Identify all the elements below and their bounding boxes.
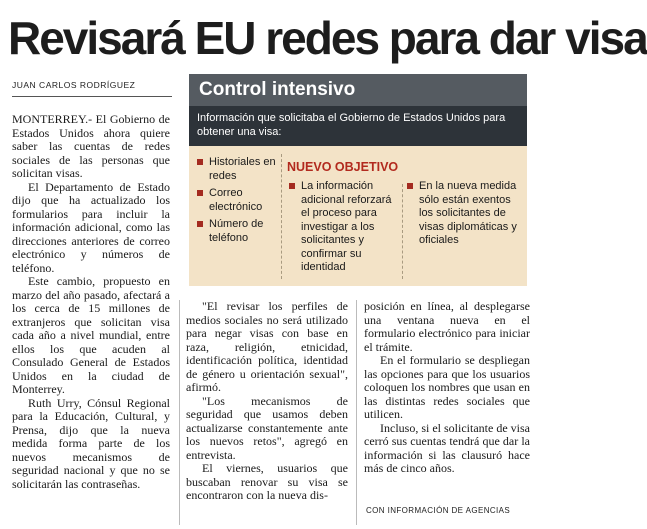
square-bullet-icon — [289, 183, 295, 189]
paragraph: "Los mecanismos de seguridad que usamos deben actualizarse constantemente ante los nuevos retos", agregó en entrevista. — [186, 393, 348, 462]
square-bullet-icon — [197, 190, 203, 196]
paragraph: El viernes, usuarios que buscaban renovar su visa se encontraron con la nueva dis- — [186, 461, 348, 502]
paragraph: posición en línea, al desplegarse una ventana nueva en el formulario electrónico para iniciar el trámite. — [364, 299, 530, 354]
paragraph: MONTERREY.- El Gobierno de Estados Unidos ahora quiere saber las cuentas de redes sociales de las personas que solicitan visas. — [12, 112, 170, 180]
paragraph: Este cambio, propuesto en marzo del año pasado, afectará a los cerca de 15 millones de extranjeros que solicitan visa cada año a nivel mundial, entre ellos los que acuden al Consulado General de Estados Unidos en la ciudad de Monterrey. — [12, 274, 170, 396]
infobox — [189, 74, 527, 286]
paragraph: Ruth Urry, Cónsul Regional para la Educación, Cultural, y Prensa, dijo que la nueva medida forma parte de los nuevos mecanismos de seguridad nacional y que no se solicitarán las contraseñas. — [12, 395, 170, 491]
square-bullet-icon — [197, 159, 203, 165]
article-column-1 — [12, 113, 170, 491]
dashed-divider — [402, 184, 403, 279]
square-bullet-icon — [197, 221, 203, 227]
new-objective-point: La información adicional reforzará el proceso para investigar a los solicitantes y confirmar su identidad — [289, 180, 399, 279]
list-item: Historiales en redes — [197, 156, 279, 183]
list-item: Correo electrónico — [197, 187, 279, 214]
paragraph: El Departamento de Estado dijo que ha actualizado los formularios para incluir la información adicional, como las direcciones anteriores de correo electrónico y números de teléfono. — [12, 179, 170, 275]
infobox-intro: Información que solicitaba el Gobierno de Estados Unidos para obtener una visa: — [189, 106, 527, 146]
new-objective-point: En la nueva medida sólo están exentos los solicitantes de visas diplomáticas y oficiales — [407, 180, 523, 252]
list-item: Número de teléfono — [197, 218, 279, 245]
dashed-divider — [281, 154, 282, 279]
byline-rule — [12, 96, 172, 97]
byline: JUAN CARLOS RODRÍGUEZ — [12, 80, 136, 90]
new-objective-title: NUEVO OBJETIVO — [287, 160, 399, 174]
column-divider — [179, 300, 180, 525]
infobox-title: Control intensivo — [189, 74, 527, 106]
credit-line: CON INFORMACIÓN DE AGENCIAS — [366, 506, 511, 515]
paragraph: En el formulario se despliegan las opciones para que los usuarios coloquen los nombres que usan en las distintas redes sociales que utilicen. — [364, 353, 530, 421]
headline: Revisará EU redes para dar visa — [8, 12, 647, 64]
square-bullet-icon — [407, 183, 413, 189]
requested-items-list — [197, 156, 279, 249]
paragraph: "El revisar los perfiles de medios sociales no será utilizado para negar visas con base en raza, religión, etnicidad, identificación política, identidad de género u orientación sexual", afirmó. — [186, 299, 348, 394]
paragraph: Incluso, si el solicitante de visa cerró sus cuentas tendrá que dar la información si las clausuró hace más de cinco años. — [364, 420, 530, 475]
